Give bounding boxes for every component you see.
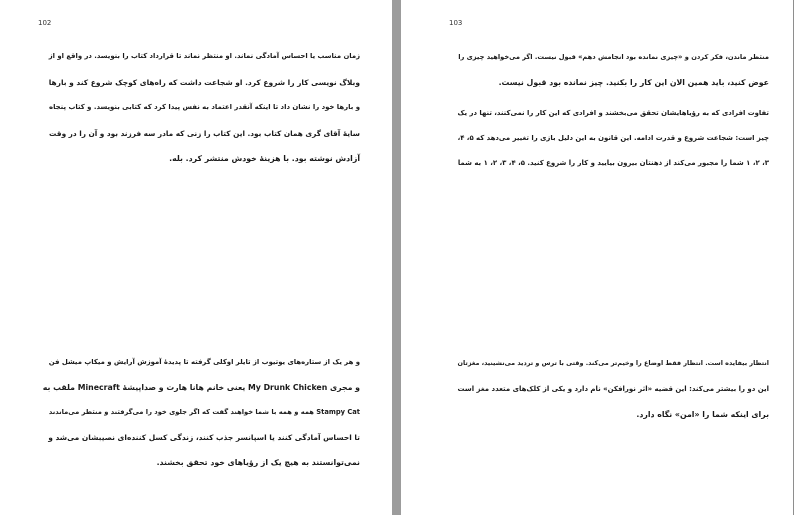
right-page xyxy=(401,0,793,515)
text-line: و بارها خود را نشان داد تا اینکه آنقدر اعتماد به نفس پیدا کرد که کتابی بنویسد. و کتاب پنجاه xyxy=(49,103,360,111)
text-line: نمی‌توانستند به هیچ یک از رؤیاهای خود تحقق بخشند. xyxy=(156,458,360,467)
paragraph-bottom xyxy=(451,350,769,428)
paragraph-top xyxy=(42,44,360,172)
text-line: و مجری My Drunk Chicken یعنی خانم هانا هارت و صداپیشهٔ Minecraft ملقب به xyxy=(42,383,360,392)
text-line: انتظار بیفایده است. انتظار فقط اوضاع را وخیم‌تر می‌کند. وقتی با ترس و تردید می‌نشینید، مغزتان xyxy=(457,359,769,367)
text-line: تفاوت افرادی که به رؤیاهایشان تحقق می‌بخشند و افرادی که این کار را نمی‌کنند، تنها در یک xyxy=(457,109,769,117)
text-line: سایهٔ آقای گری همان کتاب بود. این کتاب را زنی که مادر سه فرزند بود و آن را در وقت xyxy=(49,128,360,138)
text-line: منتظر ماندن، فکر کردن و «چیزی نمانده بود انجامش دهم» قبول نیست. اگر می‌خواهید چیزی را xyxy=(458,53,769,61)
text-line: Stampy Cat همه و همه با شما خواهند گفت که اگر جلوی خود را می‌گرفتند و منتظر می‌ماندند xyxy=(48,408,360,416)
text-line: چیز است: شجاعت شروع و قدرت ادامه. این قانون به این دلیل بازی را تغییر می‌دهد که ۵، ۴، xyxy=(457,134,769,142)
left-page xyxy=(0,0,392,515)
text-line: عوض کنید، باید همین الان این کار را بکنید. چیز نمانده بود قبول نیست. xyxy=(498,78,769,87)
text-line: و هر یک از ستاره‌های یوتیوب از تایلر اوکلی گرفته تا پدیدهٔ آموزش آرایش و میکاپ میشل فن xyxy=(48,358,360,366)
text-line: آزادش نوشته بود. با هزینهٔ خودش منتشر کرد. بله. xyxy=(169,154,360,163)
page-gutter xyxy=(392,0,401,515)
page-number: 103 xyxy=(449,19,463,27)
paragraph-middle xyxy=(451,101,769,176)
text-line: زمان مناسب یا احساس آمادگی نماند. او منتظر نماند تا قرارداد کتاب را بنویسد. در واقع او از xyxy=(48,52,360,60)
paragraph-bottom xyxy=(42,350,360,475)
paragraph-top xyxy=(451,45,769,95)
page-number: 102 xyxy=(38,19,52,27)
text-line: وبلاگ نویسی کار را شروع کرد. او شجاعت داشت که راه‌های کوچک شروع کند و بارها xyxy=(48,77,360,87)
text-line: این دو را بیشتر می‌کند: این قضیه «اثر نورافکن» نام دارد و یکی از کلک‌های متعدد مغز است xyxy=(457,385,769,393)
text-line: ۳، ۲، ۱ شما را مجبور می‌کند از ذهنتان بیرون بیایید و کار را شروع کنید. ۵، ۴، ۳، ۲، ۱ به شما xyxy=(457,159,769,167)
text-line: تا احساس آمادگی کنند یا اسپانسر جذب کنند، زندگی کسل کننده‌ای نصیبشان می‌شد و xyxy=(48,433,360,442)
text-line: برای اینکه شما را «امن» نگاه دارد. xyxy=(636,410,769,419)
